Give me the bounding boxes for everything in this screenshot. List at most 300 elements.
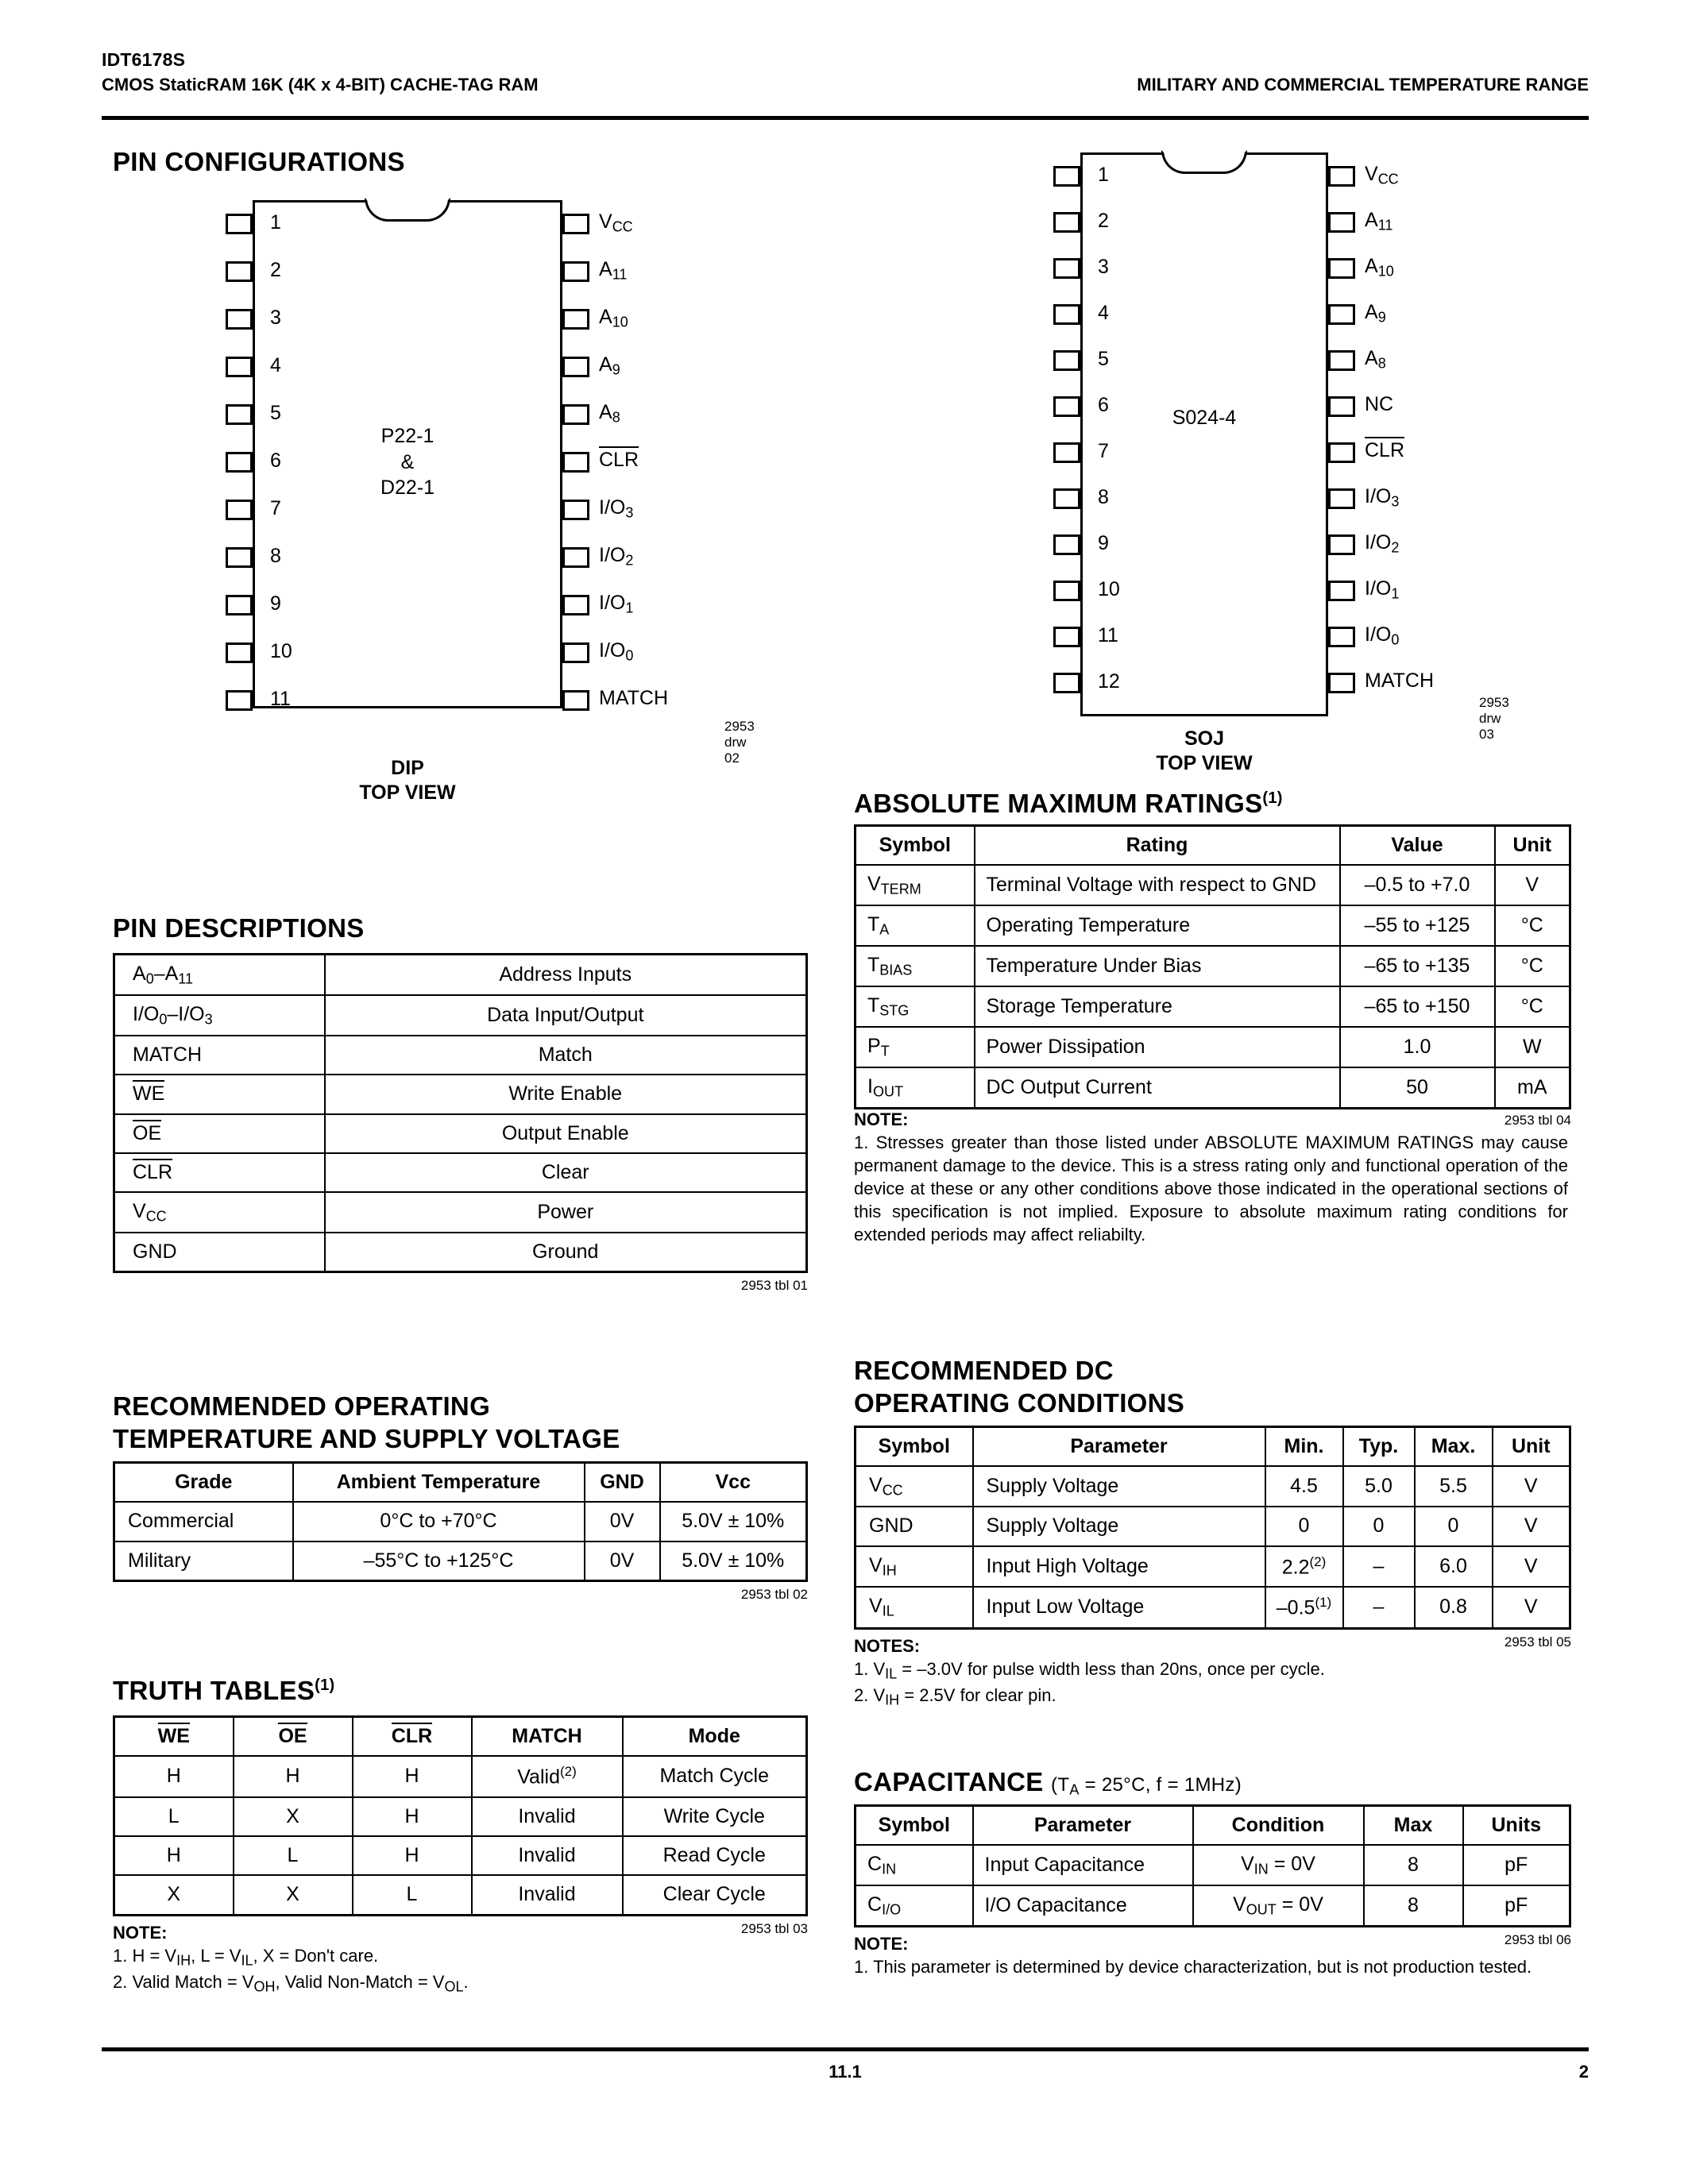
cell-symbol: $P_T$ bbox=[856, 1027, 975, 1067]
table-header-row bbox=[114, 1463, 807, 1503]
cell-1: X bbox=[234, 1797, 353, 1836]
pin-box-left bbox=[226, 214, 253, 234]
pin-box-left bbox=[1053, 442, 1080, 463]
pin-symbol: WE bbox=[114, 1075, 325, 1113]
cell-parameter: Input Low Voltage bbox=[973, 1587, 1265, 1628]
cell-parameter: Supply Voltage bbox=[973, 1507, 1265, 1545]
table-row bbox=[856, 865, 1570, 905]
cell-3: Invalid bbox=[472, 1797, 623, 1836]
cell-max: 5.5 bbox=[1415, 1466, 1493, 1507]
pin-number: 5 bbox=[270, 402, 281, 424]
pin-symbol: OE bbox=[114, 1114, 325, 1153]
pin-number: 9 bbox=[1098, 532, 1109, 554]
cell-max: 8 bbox=[1364, 1885, 1463, 1927]
package-notch-icon bbox=[1161, 150, 1247, 174]
cell-unit: °C bbox=[1495, 905, 1570, 946]
cell-rating: Storage Temperature bbox=[975, 986, 1340, 1027]
pin-box-right bbox=[1328, 488, 1355, 509]
section-title-abs-max bbox=[854, 789, 1283, 819]
table-row bbox=[856, 1466, 1570, 1507]
pin-box-left bbox=[1053, 673, 1080, 693]
pin-symbol: CLR bbox=[114, 1153, 325, 1192]
table-row bbox=[856, 1507, 1570, 1545]
cell-1: X bbox=[234, 1875, 353, 1915]
table-row bbox=[856, 1885, 1570, 1927]
table-row bbox=[114, 1114, 807, 1153]
abs-max-note-1: 1. Stresses greater than those listed under ABSOLUTE MAXIMUM RATINGS may cause permanent damage to the device. This is a stress rating only and functional operation of the device at these or any other conditions above those indicated in the operational sections of this specification is not implied. Exposure to absolute maximum rating conditions for extended periods may affect reliabilty. bbox=[854, 1133, 1568, 1245]
pin-description: Power bbox=[325, 1192, 807, 1233]
cell-condition: $V_{IN} = 0V$ bbox=[1193, 1845, 1364, 1885]
cell-1: H bbox=[234, 1756, 353, 1797]
pin-number: 12 bbox=[1098, 670, 1120, 693]
col-unit: Unit bbox=[1493, 1427, 1570, 1467]
table-row bbox=[114, 1542, 807, 1581]
cell-value: –0.5 to +7.0 bbox=[1340, 865, 1495, 905]
col-units: Units bbox=[1463, 1806, 1570, 1846]
cell-2: H bbox=[353, 1756, 472, 1797]
cell-typ: – bbox=[1343, 1587, 1415, 1628]
cell-symbol: $V_{IH}$ bbox=[856, 1546, 973, 1588]
pin-box-left bbox=[1053, 258, 1080, 279]
pin-label-right: $I/O_1$ bbox=[599, 592, 634, 616]
col-match: MATCH bbox=[472, 1717, 623, 1757]
pin-descriptions-table-id: 2953 tbl 01 bbox=[740, 1278, 808, 1294]
cell-unit: V bbox=[1493, 1546, 1570, 1588]
col-symbol: Symbol bbox=[856, 1806, 973, 1846]
cell-typ: – bbox=[1343, 1546, 1415, 1588]
table-row bbox=[856, 1067, 1570, 1109]
pin-number: 10 bbox=[270, 640, 292, 662]
col-parameter: Parameter bbox=[973, 1427, 1265, 1467]
cell-rating: Power Dissipation bbox=[975, 1027, 1340, 1067]
section-title-rec-operating bbox=[113, 1390, 620, 1456]
col-gnd: GND bbox=[585, 1463, 660, 1503]
pin-box-left bbox=[1053, 488, 1080, 509]
table-row bbox=[114, 1756, 807, 1797]
section-title-truth-tables bbox=[113, 1676, 334, 1706]
cell-grade: Commercial bbox=[114, 1502, 293, 1541]
pin-label-right: $I/O_0$ bbox=[1365, 623, 1400, 648]
capacitance-table-id: 2953 tbl 06 bbox=[1504, 1932, 1571, 1948]
drawing-id: 2953 drw 03 bbox=[1479, 695, 1509, 742]
rec-dc-note-1: 1. $V_{IL} = -3.0V$ for pulse width less than 20ns, once per cycle. bbox=[854, 1658, 1325, 1682]
table-row bbox=[114, 1797, 807, 1836]
pin-description: Data Input/Output bbox=[325, 995, 807, 1036]
table-row bbox=[856, 905, 1570, 946]
pin-box-left bbox=[226, 500, 253, 520]
cell-parameter: I/O Capacitance bbox=[973, 1885, 1193, 1927]
cell-unit: V bbox=[1493, 1587, 1570, 1628]
pin-box-left bbox=[1053, 581, 1080, 601]
pin-number: 7 bbox=[270, 497, 281, 519]
pin-label-right: $I/O_0$ bbox=[599, 639, 634, 664]
header-temp-range: MILITARY AND COMMERCIAL TEMPERATURE RANGE bbox=[1137, 75, 1589, 95]
header-part-number: IDT6178S bbox=[102, 49, 186, 70]
col-value: Value bbox=[1340, 826, 1495, 866]
cell-value: –65 to +135 bbox=[1340, 946, 1495, 986]
package-designator: S024-4 bbox=[1172, 407, 1237, 429]
pin-description: Clear bbox=[325, 1153, 807, 1192]
pin-number: 8 bbox=[270, 545, 281, 567]
pin-number: 5 bbox=[1098, 348, 1109, 370]
package-caption: DIP TOP VIEW bbox=[359, 757, 456, 805]
table-row bbox=[856, 1587, 1570, 1628]
pin-label-right: MATCH bbox=[599, 687, 669, 709]
col-typ: Typ. bbox=[1343, 1427, 1415, 1467]
pin-description: Address Inputs bbox=[325, 955, 807, 996]
pin-label-right: CLR bbox=[1365, 439, 1404, 462]
pin-symbol: GND bbox=[114, 1233, 325, 1272]
pin-descriptions-table bbox=[113, 953, 808, 1273]
table-row bbox=[114, 1036, 807, 1075]
cell-value: 1.0 bbox=[1340, 1027, 1495, 1067]
cell-symbol: GND bbox=[856, 1507, 973, 1545]
col-mode: Mode bbox=[623, 1717, 807, 1757]
cell-symbol: $I_{OUT}$ bbox=[856, 1067, 975, 1109]
pin-label-right: $I/O_3$ bbox=[1365, 485, 1400, 510]
abs-max-note-heading: NOTE: bbox=[854, 1109, 909, 1130]
table-row bbox=[856, 1546, 1570, 1588]
pin-box-left bbox=[1053, 396, 1080, 417]
pin-number: 6 bbox=[270, 450, 281, 472]
pin-box-right bbox=[1328, 350, 1355, 371]
table-header-row bbox=[856, 826, 1570, 866]
col-max: Max. bbox=[1415, 1427, 1493, 1467]
cell-units: pF bbox=[1463, 1885, 1570, 1927]
pin-box-left bbox=[1053, 534, 1080, 555]
cell-4: Write Cycle bbox=[623, 1797, 807, 1836]
col-symbol: Symbol bbox=[856, 826, 975, 866]
recommended-dc-table bbox=[854, 1426, 1571, 1630]
pin-symbol: $A_0-A_{11}$ bbox=[114, 955, 325, 996]
capacitance-title-condition: ($T_A = 25^\circ C$, f = 1MHz) bbox=[1051, 1774, 1242, 1798]
pin-number: 3 bbox=[1098, 256, 1109, 278]
footer-rule bbox=[102, 2047, 1589, 2051]
cell-parameter: Input Capacitance bbox=[973, 1845, 1193, 1885]
pin-box-left bbox=[1053, 304, 1080, 325]
rec-dc-title-line1: RECOMMENDED DC bbox=[854, 1356, 1114, 1385]
pin-box-right bbox=[1328, 581, 1355, 601]
pin-box-right bbox=[562, 309, 589, 330]
cell-unit: °C bbox=[1495, 986, 1570, 1027]
col-unit: Unit bbox=[1495, 826, 1570, 866]
table-row bbox=[856, 1027, 1570, 1067]
pin-label-right: $I/O_3$ bbox=[599, 496, 634, 521]
pin-number: 1 bbox=[1098, 164, 1109, 186]
table-row bbox=[114, 1075, 807, 1113]
table-header-row bbox=[856, 1806, 1570, 1846]
cell-symbol: $T_A$ bbox=[856, 905, 975, 946]
col-min: Min. bbox=[1265, 1427, 1343, 1467]
pin-description: Write Enable bbox=[325, 1075, 807, 1113]
rec-dc-notes-heading: NOTES: bbox=[854, 1635, 921, 1656]
cell-3: Valid$^{(2)}$ bbox=[472, 1756, 623, 1797]
table-row bbox=[114, 1233, 807, 1272]
table-row bbox=[114, 1153, 807, 1192]
cell-3: Invalid bbox=[472, 1836, 623, 1875]
pin-box-right bbox=[1328, 534, 1355, 555]
cell-3: Invalid bbox=[472, 1875, 623, 1915]
pin-number: 9 bbox=[270, 592, 281, 615]
pin-symbol: $V_{CC}$ bbox=[114, 1192, 325, 1233]
col-grade: Grade bbox=[114, 1463, 293, 1503]
pin-label-right: $A_{11}$ bbox=[599, 258, 628, 283]
cell-unit: V bbox=[1493, 1466, 1570, 1507]
rec-op-title-line2: TEMPERATURE AND SUPPLY VOLTAGE bbox=[113, 1424, 620, 1454]
pin-label-right: $A_9$ bbox=[599, 353, 620, 378]
pin-label-right: $V_{CC}$ bbox=[1365, 163, 1399, 187]
pin-number: 1 bbox=[270, 211, 281, 233]
pin-description: Match bbox=[325, 1036, 807, 1075]
pin-label-right: $A_8$ bbox=[599, 401, 620, 426]
pin-number: 11 bbox=[270, 688, 291, 710]
pin-box-right bbox=[562, 595, 589, 615]
cell-max: 0 bbox=[1415, 1507, 1493, 1545]
cell-parameter: Supply Voltage bbox=[973, 1466, 1265, 1507]
cell-symbol: $T_{STG}$ bbox=[856, 986, 975, 1027]
pin-box-left bbox=[226, 452, 253, 473]
capacitance-table bbox=[854, 1804, 1571, 1927]
cell-typ: 5.0 bbox=[1343, 1466, 1415, 1507]
cell-condition: $V_{OUT} = 0V$ bbox=[1193, 1885, 1364, 1927]
table-row bbox=[114, 995, 807, 1036]
pin-box-right bbox=[562, 452, 589, 473]
cell-2: H bbox=[353, 1797, 472, 1836]
cell-4: Clear Cycle bbox=[623, 1875, 807, 1915]
abs-max-table-id: 2953 tbl 04 bbox=[1504, 1113, 1571, 1129]
cell-ambient: 0°C to +70°C bbox=[293, 1502, 585, 1541]
pin-label-right: $A_9$ bbox=[1365, 301, 1386, 326]
cell-unit: mA bbox=[1495, 1067, 1570, 1109]
cell-value: –65 to +150 bbox=[1340, 986, 1495, 1027]
pin-box-right bbox=[562, 214, 589, 234]
pin-number: 7 bbox=[1098, 440, 1109, 462]
cell-max: 0.8 bbox=[1415, 1587, 1493, 1628]
pin-label-right: $A_{10}$ bbox=[599, 306, 628, 330]
pin-box-right bbox=[1328, 166, 1355, 187]
cell-grade: Military bbox=[114, 1542, 293, 1581]
pin-label-right: $A_{11}$ bbox=[1365, 209, 1393, 233]
rec-dc-title-line2: OPERATING CONDITIONS bbox=[854, 1388, 1185, 1418]
cell-gnd: 0V bbox=[585, 1542, 660, 1581]
cell-rating: Operating Temperature bbox=[975, 905, 1340, 946]
footer-section-number: 11.1 bbox=[829, 2062, 862, 2082]
table-row bbox=[114, 1192, 807, 1233]
truth-table bbox=[113, 1715, 808, 1916]
pin-description: Ground bbox=[325, 1233, 807, 1272]
table-row bbox=[114, 955, 807, 996]
pin-number: 4 bbox=[1098, 302, 1109, 324]
pin-number: 2 bbox=[1098, 210, 1109, 232]
pin-symbol: $I/O_0-I/O_3$ bbox=[114, 995, 325, 1036]
pin-box-right bbox=[1328, 627, 1355, 647]
cell-0: L bbox=[114, 1797, 234, 1836]
cell-0: H bbox=[114, 1836, 234, 1875]
cell-4: Read Cycle bbox=[623, 1836, 807, 1875]
rec-dc-table-id: 2953 tbl 05 bbox=[1504, 1634, 1571, 1650]
cell-unit: V bbox=[1493, 1507, 1570, 1545]
pin-label-right: MATCH bbox=[1365, 669, 1435, 692]
pin-number: 2 bbox=[270, 259, 281, 281]
pin-box-right bbox=[1328, 673, 1355, 693]
col-clr: CLR bbox=[353, 1717, 472, 1757]
section-title-pin-configurations: PIN CONFIGURATIONS bbox=[113, 147, 405, 176]
cell-max: 8 bbox=[1364, 1845, 1463, 1885]
cell-vcc: 5.0V ± 10% bbox=[660, 1542, 807, 1581]
cell-max: 6.0 bbox=[1415, 1546, 1493, 1588]
col-condition: Condition bbox=[1193, 1806, 1364, 1846]
rec-dc-note-2: 2. $V_{IH} = 2.5V$ for clear pin. bbox=[854, 1684, 1056, 1708]
cell-vcc: 5.0V ± 10% bbox=[660, 1502, 807, 1541]
cell-symbol: $V_{CC}$ bbox=[856, 1466, 973, 1507]
cell-symbol: $C_{I/O}$ bbox=[856, 1885, 973, 1927]
section-title-rec-dc bbox=[854, 1354, 1184, 1420]
cell-min: 2.2$^{(2)}$ bbox=[1265, 1546, 1343, 1588]
pin-box-left bbox=[226, 595, 253, 615]
truth-table-id: 2953 tbl 03 bbox=[740, 1920, 808, 1936]
pin-box-right bbox=[562, 404, 589, 425]
pin-label-right: $A_8$ bbox=[1365, 347, 1386, 372]
cell-min: 4.5 bbox=[1265, 1466, 1343, 1507]
cell-min: –0.5$^{(1)}$ bbox=[1265, 1587, 1343, 1628]
pin-box-left bbox=[1053, 350, 1080, 371]
section-title-pin-descriptions: PIN DESCRIPTIONS bbox=[113, 913, 365, 943]
pin-box-right bbox=[1328, 304, 1355, 325]
col-we: WE bbox=[114, 1717, 234, 1757]
cell-symbol: $V_{TERM}$ bbox=[856, 865, 975, 905]
cell-value: –55 to +125 bbox=[1340, 905, 1495, 946]
package-notch-icon bbox=[365, 198, 450, 222]
capacitance-note-heading: NOTE: bbox=[854, 1934, 909, 1954]
cell-rating: Terminal Voltage with respect to GND bbox=[975, 865, 1340, 905]
cell-1: L bbox=[234, 1836, 353, 1875]
pin-box-right bbox=[1328, 212, 1355, 233]
cell-value: 50 bbox=[1340, 1067, 1495, 1109]
abs-max-title-superscript: (1) bbox=[1262, 789, 1283, 807]
truth-title-superscript: (1) bbox=[315, 1677, 335, 1694]
truth-title-text: TRUTH TABLES bbox=[113, 1676, 315, 1705]
cell-2: L bbox=[353, 1875, 472, 1915]
cell-typ: 0 bbox=[1343, 1507, 1415, 1545]
pin-label-right: CLR bbox=[599, 449, 639, 472]
pin-box-right bbox=[1328, 396, 1355, 417]
absolute-maximum-ratings-table bbox=[854, 824, 1571, 1109]
pin-symbol: MATCH bbox=[114, 1036, 325, 1075]
pin-box-right bbox=[1328, 258, 1355, 279]
pin-box-right bbox=[562, 642, 589, 663]
pin-box-left bbox=[226, 547, 253, 568]
footer-page-number: 2 bbox=[1578, 2062, 1589, 2082]
table-header-row bbox=[114, 1717, 807, 1757]
table-row bbox=[114, 1875, 807, 1915]
pin-number: 3 bbox=[270, 307, 281, 329]
header-subtitle: CMOS StaticRAM 16K (4K x 4-BIT) CACHE-TAG RAM bbox=[102, 75, 539, 95]
cell-rating: Temperature Under Bias bbox=[975, 946, 1340, 986]
table-row bbox=[856, 946, 1570, 986]
pin-box-right bbox=[562, 261, 589, 282]
cell-min: 0 bbox=[1265, 1507, 1343, 1545]
pin-box-left bbox=[226, 690, 253, 711]
pin-box-left bbox=[1053, 212, 1080, 233]
pin-box-left bbox=[226, 642, 253, 663]
abs-max-title-text: ABSOLUTE MAXIMUM RATINGS bbox=[854, 789, 1263, 818]
page-header bbox=[102, 49, 1589, 95]
pin-box-left bbox=[1053, 627, 1080, 647]
cell-0: X bbox=[114, 1875, 234, 1915]
table-header-row bbox=[856, 1427, 1570, 1467]
cell-rating: DC Output Current bbox=[975, 1067, 1340, 1109]
pin-box-left bbox=[226, 309, 253, 330]
rec-op-table-id: 2953 tbl 02 bbox=[740, 1586, 808, 1602]
col-parameter: Parameter bbox=[973, 1806, 1193, 1846]
pin-number: 8 bbox=[1098, 486, 1109, 508]
table-row bbox=[856, 986, 1570, 1027]
cell-gnd: 0V bbox=[585, 1502, 660, 1541]
pin-number: 6 bbox=[1098, 394, 1109, 416]
cell-units: pF bbox=[1463, 1845, 1570, 1885]
pin-label-right: $A_{10}$ bbox=[1365, 255, 1394, 280]
pin-number: 11 bbox=[1098, 624, 1118, 646]
pin-box-right bbox=[562, 690, 589, 711]
col-rating: Rating bbox=[975, 826, 1340, 866]
cell-unit: °C bbox=[1495, 946, 1570, 986]
table-row bbox=[114, 1836, 807, 1875]
package-designator: P22-1 & D22-1 bbox=[380, 425, 435, 499]
cell-ambient: –55°C to +125°C bbox=[293, 1542, 585, 1581]
capacitance-title-text: CAPACITANCE bbox=[854, 1767, 1044, 1796]
drawing-id: 2953 drw 02 bbox=[724, 719, 755, 766]
col-ambient-temperature: Ambient Temperature bbox=[293, 1463, 585, 1503]
pin-number: 10 bbox=[1098, 578, 1120, 600]
pin-label-right: $V_{CC}$ bbox=[599, 210, 633, 235]
recommended-operating-table bbox=[113, 1461, 808, 1582]
cell-symbol: $T_{BIAS}$ bbox=[856, 946, 975, 986]
col-oe: OE bbox=[234, 1717, 353, 1757]
pin-box-right bbox=[1328, 442, 1355, 463]
pin-label-right: NC bbox=[1365, 393, 1394, 415]
pin-box-right bbox=[562, 500, 589, 520]
pin-label-right: $I/O_1$ bbox=[1365, 577, 1400, 602]
truth-note-1: 1. $H = V_{IH}$, $L = V_{IL}$, X = Don't care. bbox=[113, 1945, 379, 1969]
pin-box-left bbox=[226, 261, 253, 282]
header-rule bbox=[102, 116, 1589, 120]
col-symbol: Symbol bbox=[856, 1427, 973, 1467]
truth-note-heading: NOTE: bbox=[113, 1922, 168, 1943]
pin-label-right: $I/O_2$ bbox=[1365, 531, 1400, 556]
cell-0: H bbox=[114, 1756, 234, 1797]
col-max: Max bbox=[1364, 1806, 1463, 1846]
cell-symbol: $V_{IL}$ bbox=[856, 1587, 973, 1628]
cell-unit: W bbox=[1495, 1027, 1570, 1067]
cell-4: Match Cycle bbox=[623, 1756, 807, 1797]
pin-box-right bbox=[562, 547, 589, 568]
section-title-capacitance bbox=[854, 1767, 1242, 1799]
pin-number: 4 bbox=[270, 354, 281, 376]
cell-symbol: $C_{IN}$ bbox=[856, 1845, 973, 1885]
cell-2: H bbox=[353, 1836, 472, 1875]
cell-parameter: Input High Voltage bbox=[973, 1546, 1265, 1588]
pin-description: Output Enable bbox=[325, 1114, 807, 1153]
col-vcc: Vcc bbox=[660, 1463, 807, 1503]
table-row bbox=[856, 1845, 1570, 1885]
rec-op-title-line1: RECOMMENDED OPERATING bbox=[113, 1391, 491, 1421]
pin-box-left bbox=[226, 404, 253, 425]
pin-box-left bbox=[1053, 166, 1080, 187]
pin-box-left bbox=[226, 357, 253, 377]
capacitance-note-1: 1. This parameter is determined by device characterization, but is not production tested. bbox=[854, 1957, 1532, 1978]
package-caption: SOJ TOP VIEW bbox=[1156, 727, 1253, 775]
pin-box-right bbox=[562, 357, 589, 377]
